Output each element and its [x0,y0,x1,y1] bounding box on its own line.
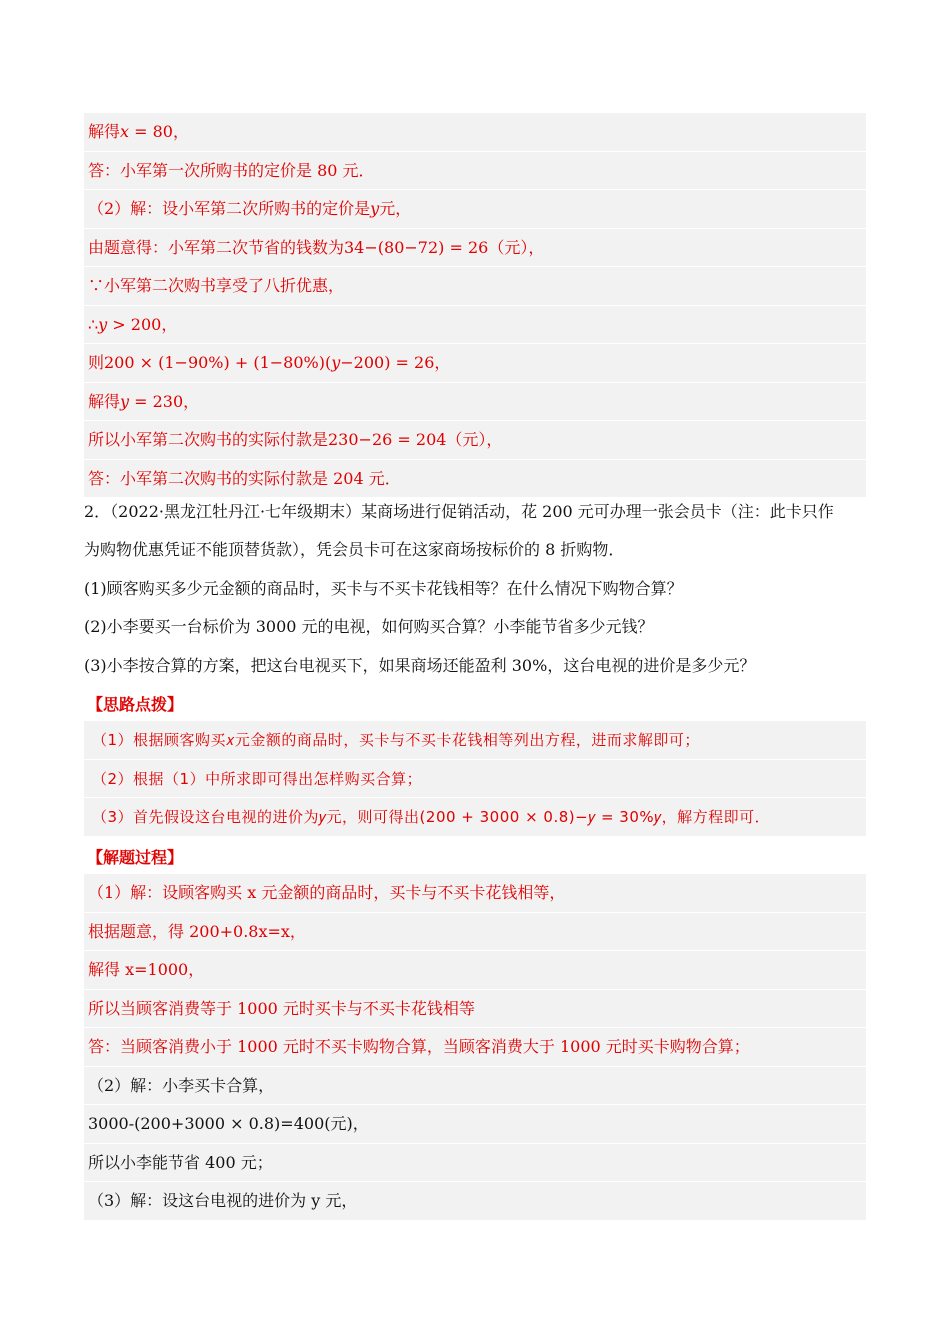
process-line: 所以当顾客消费等于 1000 元时买卡与不买卡花钱相等 [84,990,866,1029]
hint-block [84,721,866,837]
question-stem-line-1: 2．（2022·黑龙江牡丹江·七年级期末）某商场进行促销活动，花 200 元可办理一张会员卡（注：此卡只作 [84,502,834,521]
hint-line: （3）首先假设这台电视的进价为𝑦元，则可得出(200 + 3000 × 0.8)−𝑦 = 30%𝑦，解方程即可． [84,798,866,837]
sub-question-1: (1)顾客购买多少元金额的商品时，买卡与不买卡花钱相等？在什么情况下购物合算？ [84,579,683,598]
solution-line: 解得𝑦 = 230， [84,383,866,422]
solution-block-1 [84,113,866,498]
solution-line: 所以小军第二次购书的实际付款是230−26 = 204（元）， [84,421,866,460]
process-line: （1）解：设顾客购买 x 元金额的商品时，买卡与不买卡花钱相等， [84,874,866,913]
solution-line: ∴𝑦 > 200， [84,306,866,345]
hint-line: （1）根据顾客购买𝑥元金额的商品时，买卡与不买卡花钱相等列出方程，进而求解即可； [84,721,866,760]
process-line: （3）解：设这台电视的进价为 y 元， [84,1182,866,1221]
solution-line: 由题意得：小军第二次节省的钱数为34−(80−72) = 26（元）， [84,229,866,268]
solution-line: （2）解：设小军第二次所购书的定价是𝑦元， [84,190,866,229]
solution-line: 则200 × (1−90%) + (1−80%)(𝑦−200) = 26， [84,344,866,383]
process-line: 根据题意，得 200+0.8x=x， [84,913,866,952]
process-line: 3000-(200+3000 × 0.8)=400(元)， [84,1105,866,1144]
solution-line: ∵小军第二次购书享受了八折优惠， [84,267,866,306]
solution-line: 答：小军第一次所购书的定价是 80 元． [84,152,866,191]
process-line: （2）解：小李买卡合算， [84,1067,866,1106]
question-stem-line-2: 为购物优惠凭证不能顶替货款），凭会员卡可在这家商场按标价的 8 折购物． [84,540,625,559]
process-line: 答：当顾客消费小于 1000 元时不买卡购物合算，当顾客消费大于 1000 元时买卡购物合算； [84,1028,866,1067]
sub-question-2: (2)小李要买一台标价为 3000 元的电视，如何购买合算？小李能节省多少元钱？ [84,617,654,636]
process-line: 所以小李能节省 400 元； [84,1144,866,1183]
process-line: 解得 x=1000， [84,951,866,990]
hint-line: （2）根据（1）中所求即可得出怎样购买合算； [84,760,866,799]
sub-question-3: (3)小李按合算的方案，把这台电视买下，如果商场还能盈利 30%，这台电视的进价是多少元？ [84,656,756,675]
solution-line: 解得𝑥 = 80， [84,113,866,152]
solution-line: 答：小军第二次购书的实际付款是 204 元． [84,460,866,499]
hint-heading: 【思路点拨】 [87,695,184,714]
process-block [84,874,866,1221]
process-heading: 【解题过程】 [87,848,184,867]
